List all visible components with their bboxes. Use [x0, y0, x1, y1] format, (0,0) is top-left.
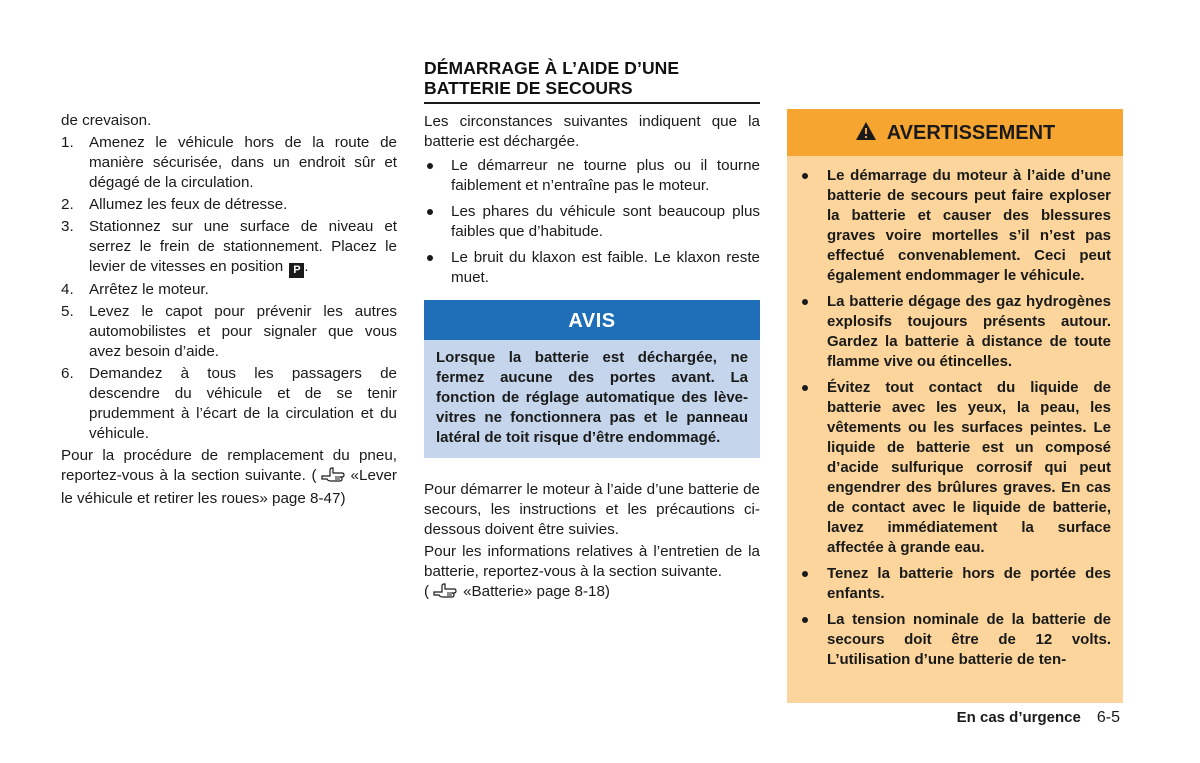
park-position-badge: P	[289, 263, 304, 278]
list-item	[799, 166, 1111, 286]
warning-box	[787, 109, 1123, 703]
notice-text: Lorsque la batterie est déchargée, ne fermez aucune des portes avant. La fonction de réglage automatique des lève-vitres ne fonctionnera pas et le panneau latéral de toit risque d’être endommagé.	[436, 349, 748, 446]
section-title: DÉMARRAGE À L’AIDE D’UNE BATTERIE DE SECOURS	[424, 58, 760, 104]
warning-triangle-icon	[855, 121, 887, 145]
bullet-icon	[799, 166, 827, 286]
reference-link[interactable]: «Lever le véhicule et retirer les roues» page 8-47)	[61, 467, 397, 507]
step-number: 6.	[61, 365, 74, 382]
step-text: Amenez le véhicule hors de la route de manière sécurisée, dans un endroit sûr et dégagé de la circulation.	[89, 134, 397, 191]
column-left	[61, 111, 397, 509]
step-text-tail: .	[304, 258, 309, 275]
page-footer	[957, 708, 1120, 728]
list-item	[424, 156, 760, 196]
warning-text: Tenez la batterie hors de portée des enfants.	[827, 565, 1111, 602]
bullet-icon	[424, 248, 451, 288]
page-number: 6-5	[1096, 709, 1120, 726]
reference-open: (	[424, 583, 430, 600]
bullet-icon	[799, 610, 827, 670]
reference-hand-icon	[433, 583, 457, 605]
step-number: 5.	[61, 303, 74, 320]
warning-text: Le démarrage du moteur à l’aide d’une batterie de secours peut faire exploser la batterie et causer des blessures graves voire mortelles s’il n’est pas effectué convenablement. Ceci peut également endommager le véhicule.	[827, 167, 1111, 284]
step-number: 1.	[61, 134, 74, 151]
instructions-paragraph: Pour démarrer le moteur à l’aide d’une batterie de secours, les instructions et les précautions ci-dessous doivent être suivies.	[424, 481, 760, 538]
warning-text: La batterie dégage des gaz hydrogènes explosifs toujours présents autour. Gardez la batterie à distance de toute flamme vive ou étincelles.	[827, 293, 1111, 370]
list-item	[61, 302, 397, 362]
continuation-text: de crevaison.	[61, 112, 152, 129]
procedure-steps	[61, 133, 397, 444]
list-item	[61, 133, 397, 193]
column-middle	[424, 58, 760, 605]
list-item	[61, 217, 397, 278]
notice-box	[424, 300, 760, 458]
list-item	[799, 610, 1111, 670]
reference-hand-icon	[321, 467, 345, 489]
step-number: 4.	[61, 281, 74, 298]
list-item	[799, 292, 1111, 372]
reference-paragraph	[424, 582, 760, 605]
bullet-icon	[424, 202, 451, 242]
bullet-icon	[799, 378, 827, 558]
warning-body	[787, 156, 1123, 670]
maintenance-paragraph: Pour les informations relatives à l’entretien de la batterie, reportez-vous à la section suivante.	[424, 543, 760, 580]
warning-list	[799, 166, 1111, 670]
bullet-icon	[799, 564, 827, 604]
column-right	[787, 109, 1123, 703]
step-text: Demandez à tous les passagers de descendre du véhicule et de se tenir prudemment à l’écart de la circulation et du véhicule.	[89, 365, 397, 442]
warning-text: Évitez tout contact du liquide de batterie avec les yeux, la peau, les vêtements ou les surfaces peintes. Le liquide de batterie est un composé d’acide sulfurique corrosif qui peut engendrer des brûlures graves. En cas de contact avec le liquide de batterie, lavez immédiatement la surface affectée à grande eau.	[827, 379, 1111, 556]
symptom-list	[424, 156, 760, 288]
list-item	[424, 248, 760, 288]
list-item	[61, 195, 397, 215]
list-item	[799, 564, 1111, 604]
warning-header	[787, 109, 1123, 156]
reference-paragraph	[61, 446, 397, 509]
bullet-text: Les phares du véhicule sont beaucoup plus faibles que d’habitude.	[451, 203, 760, 240]
step-number: 3.	[61, 218, 74, 235]
bullet-icon	[424, 156, 451, 196]
bullet-icon	[799, 292, 827, 372]
bullet-text: Le démarreur ne tourne plus ou il tourne faiblement et n’entraîne pas le moteur.	[451, 157, 760, 194]
bullet-text: Le bruit du klaxon est faible. Le klaxon reste muet.	[451, 249, 760, 286]
step-text: Arrêtez le moteur.	[89, 281, 209, 298]
intro-paragraph: Les circonstances suivantes indiquent que la batterie est déchargée.	[424, 113, 760, 150]
notice-heading: AVIS	[424, 300, 760, 340]
chapter-name: En cas d’urgence	[956, 709, 1081, 726]
warning-text: La tension nominale de la batterie de secours doit être de 12 volts. L’utilisation d’une batterie de ten-	[827, 611, 1111, 668]
step-text-container	[89, 217, 397, 278]
reference-link[interactable]: «Batterie» page 8-18)	[463, 583, 610, 600]
step-text: Allumez les feux de détresse.	[89, 196, 288, 213]
step-text: Levez le capot pour prévenir les autres automobilistes et pour signaler que vous avez besoin d’aide.	[89, 303, 397, 360]
list-item	[799, 378, 1111, 558]
step-text: Stationnez sur une surface de niveau et serrez le frein de stationnement. Placez le levier de vitesses en position	[89, 218, 397, 275]
list-item	[61, 364, 397, 444]
step-number: 2.	[61, 196, 74, 213]
reference-text-before: Pour la procédure de remplacement du pneu, reportez-vous à la section suivante. (	[61, 447, 397, 484]
list-item	[61, 280, 397, 300]
warning-heading: AVERTISSEMENT	[886, 121, 1056, 144]
list-item	[424, 202, 760, 242]
